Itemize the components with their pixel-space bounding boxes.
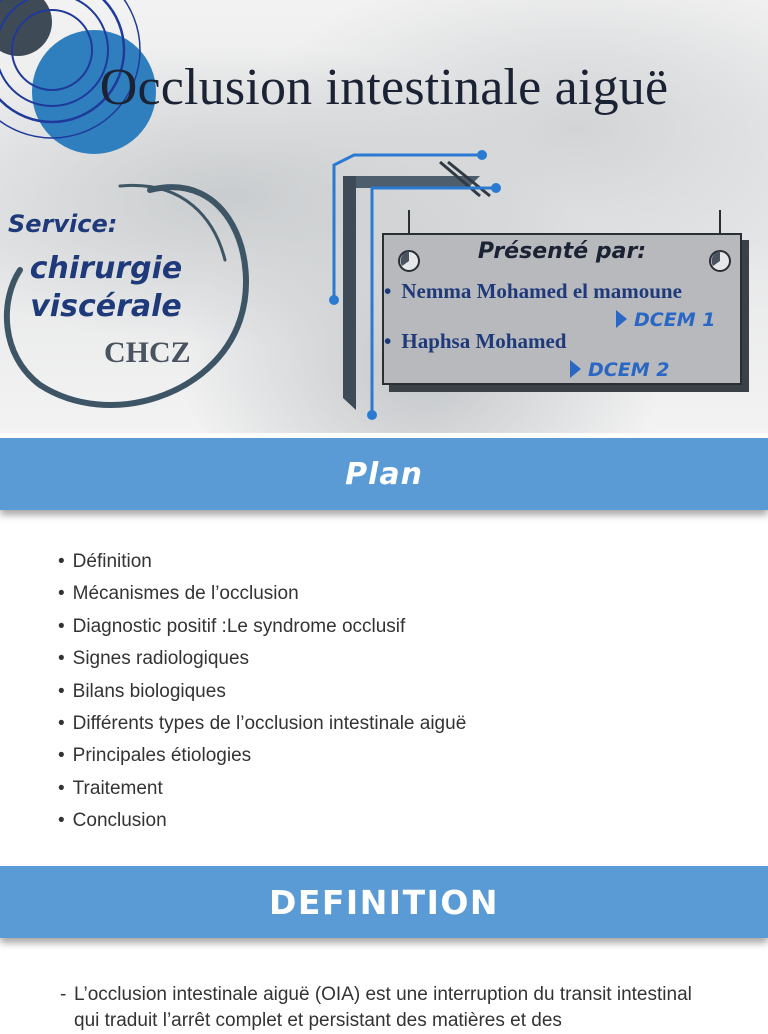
play-arrow-icon xyxy=(570,360,581,378)
plan-header-bar xyxy=(0,438,768,510)
list-item: • Signes radiologiques xyxy=(58,648,250,670)
list-item: • Principales étiologies xyxy=(58,745,252,767)
service-label: Service: xyxy=(8,210,118,238)
definition-header-bar xyxy=(0,866,768,938)
presenter-level: DCEM 2 xyxy=(570,359,669,381)
list-item: • Différents types de l’occlusion intestinale aiguë xyxy=(58,712,467,734)
dark-circle-decoration xyxy=(0,0,52,56)
definition-text: L’occlusion intestinale aiguë (OIA) est une interruption du transit intestinal qui traduit l’arrêt complet et persistant des matières et des xyxy=(74,984,692,1031)
presenter-item: • Haphsa Mohamed xyxy=(384,329,567,353)
definition-heading: DEFINITION xyxy=(268,882,500,922)
slide-title: Occlusion intestinale aiguë xyxy=(99,59,669,116)
play-arrow-icon xyxy=(616,310,627,328)
title-slide xyxy=(0,0,768,433)
definition-paragraph xyxy=(60,982,710,1034)
list-item: • Conclusion xyxy=(58,810,167,832)
presenter-item: • Nemma Mohamed el mamoune xyxy=(384,279,682,303)
service-org: CHCZ xyxy=(104,336,191,369)
dash-bullet: - xyxy=(60,984,67,1005)
list-item: • Bilans biologiques xyxy=(58,680,226,702)
list-item: • Diagnostic positif :Le syndrome occlusif xyxy=(58,615,406,637)
list-item: • Traitement xyxy=(58,777,163,799)
plan-list xyxy=(58,548,466,840)
list-item: • Mécanismes de l’occlusion xyxy=(58,583,299,605)
plan-heading: Plan xyxy=(345,456,423,492)
presenter-name: Nemma Mohamed el mamoune xyxy=(401,279,682,303)
presenter-level: DCEM 1 xyxy=(616,309,715,331)
presenter-heading: Présenté par: xyxy=(477,239,647,264)
service-name: chirurgie viscérale xyxy=(29,251,183,324)
presenter-name: Haphsa Mohamed xyxy=(401,329,567,353)
presenter-card xyxy=(382,233,742,385)
list-item: • Définition xyxy=(58,551,152,572)
